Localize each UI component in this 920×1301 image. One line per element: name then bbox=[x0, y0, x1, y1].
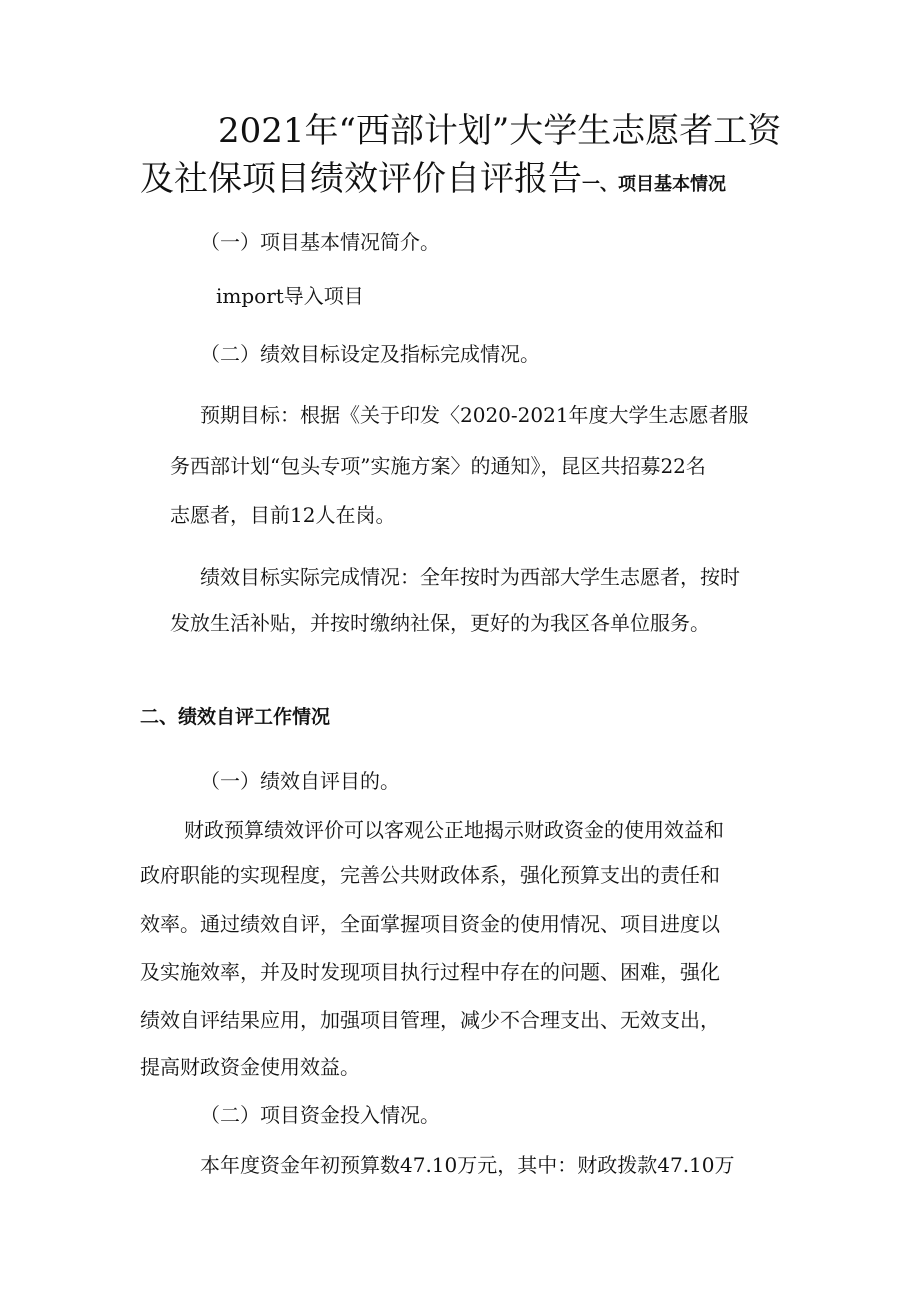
actual-completion-line-1: 绩效目标实际完成情况：全年按时为西部大学生志愿者，按时 bbox=[200, 565, 740, 589]
expected-goal-line-1: 预期目标：根据《关于印发〈2020-2021年度大学生志愿者服 bbox=[200, 403, 749, 427]
purpose-line-4: 及实施效率，并及时发现项目执行过程中存在的问题、困难，强化 bbox=[140, 960, 720, 984]
funding-line-1: 本年度资金年初预算数47.10万元，其中：财政拨款47.10万 bbox=[200, 1153, 735, 1177]
section-2-heading: 二、绩效自评工作情况 bbox=[140, 706, 331, 728]
import-note: import导入项目 bbox=[216, 284, 364, 308]
section-1-subheading-2: （二）绩效目标设定及指标完成情况。 bbox=[200, 342, 540, 366]
purpose-line-1: 财政预算绩效评价可以客观公正地揭示财政资金的使用效益和 bbox=[184, 818, 724, 842]
actual-completion-line-2: 发放生活补贴，并按时缴纳社保，更好的为我区各单位服务。 bbox=[170, 611, 710, 635]
purpose-line-3: 效率。通过绩效自评，全面掌握项目资金的使用情况、项目进度以 bbox=[140, 912, 720, 936]
purpose-line-5: 绩效自评结果应用，加强项目管理，减少不合理支出、无效支出， bbox=[140, 1008, 720, 1032]
section-2-subheading-1: （一）绩效自评目的。 bbox=[200, 769, 400, 793]
section-1-subheading-1: （一）项目基本情况简介。 bbox=[200, 230, 440, 254]
document-title-line-1 bbox=[218, 111, 781, 151]
title-text-2: 及社保项目绩效评价自评报告 bbox=[140, 159, 582, 199]
purpose-line-6: 提高财政资金使用效益。 bbox=[140, 1055, 360, 1079]
title-text-1: 2021年“西部计划”大学生志愿者工资 bbox=[218, 111, 782, 151]
expected-goal-line-2: 务西部计划“包头专项”实施方案〉的通知》，昆区共招募22名 bbox=[170, 454, 706, 478]
purpose-line-2: 政府职能的实现程度，完善公共财政体系，强化预算支出的责任和 bbox=[140, 863, 720, 887]
section-1-heading: 一、项目基本情况 bbox=[582, 174, 726, 195]
section-2-subheading-2: （二）项目资金投入情况。 bbox=[200, 1103, 440, 1127]
expected-goal-line-3: 志愿者，目前12人在岗。 bbox=[170, 503, 396, 527]
document-title-line-2 bbox=[140, 159, 726, 205]
